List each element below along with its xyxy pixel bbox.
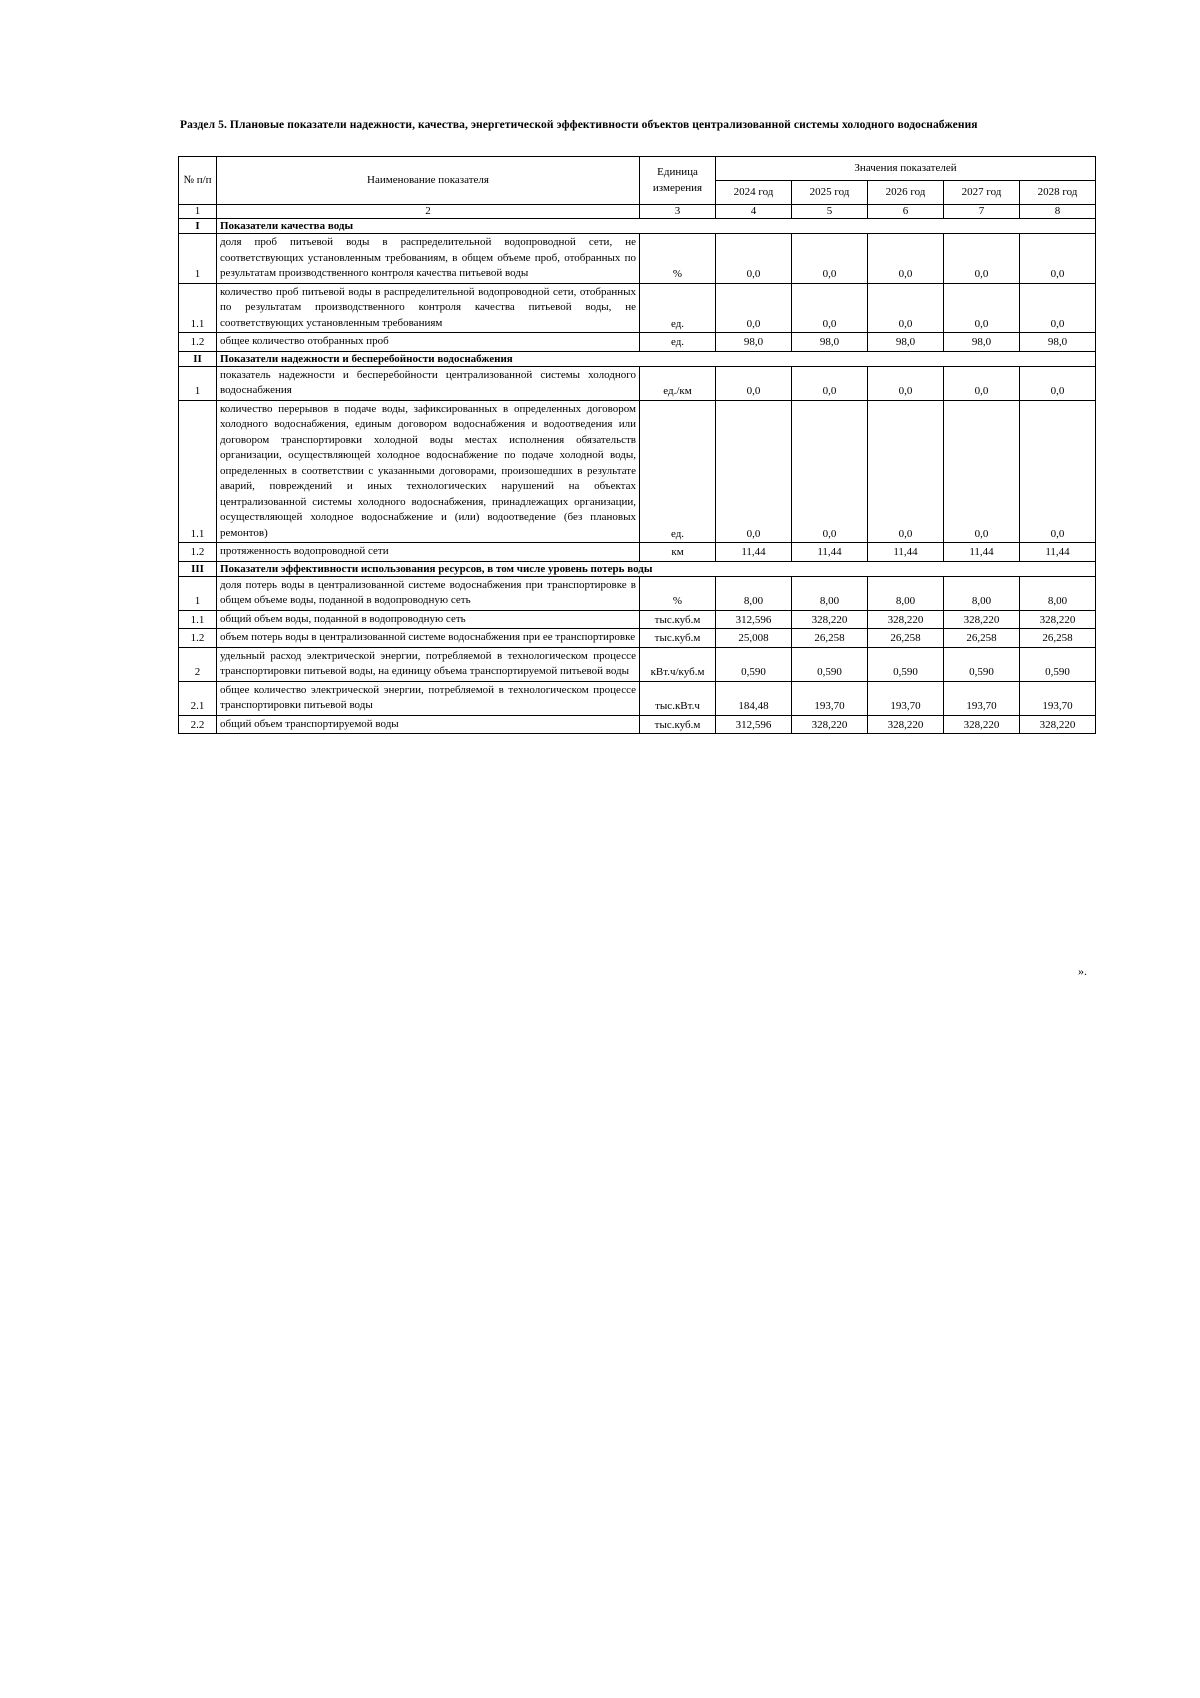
row-number: 1 [179,576,217,610]
value-cell: 312,596 [716,715,792,734]
value-cell: 184,48 [716,681,792,715]
value-cell: 193,70 [944,681,1020,715]
row-number: 2.2 [179,715,217,734]
value-cell: 0,0 [792,366,868,400]
value-cell: 8,00 [792,576,868,610]
column-number: 4 [716,205,792,219]
table-row [179,283,1096,333]
table-body [179,219,1096,734]
section-title: Показатели эффективности использования ресурсов, в том числе уровень потерь воды [217,561,1096,576]
row-number: 1.1 [179,283,217,333]
indicator-name: общий объем транспортируемой воды [217,715,640,734]
section-number: II [179,351,217,366]
value-cell: 11,44 [868,543,944,562]
header-no: № п/п [179,157,217,205]
table-row [179,715,1096,734]
value-cell: 0,590 [944,647,1020,681]
value-cell: 328,220 [944,715,1020,734]
value-cell: 26,258 [944,629,1020,648]
value-cell: 0,0 [944,400,1020,543]
value-cell: 328,220 [1020,610,1096,629]
value-cell: 328,220 [1020,715,1096,734]
header-year: 2028 год [1020,181,1096,205]
value-cell: 0,590 [716,647,792,681]
value-cell: 193,70 [868,681,944,715]
table-row [179,333,1096,352]
header-unit: Единица измерения [640,157,716,205]
column-number: 3 [640,205,716,219]
row-number: 2 [179,647,217,681]
value-cell: 98,0 [792,333,868,352]
section-heading: Раздел 5. Плановые показатели надежности, качества, энергетической эффективности объектов централизованной системы холодного водоснабжения [180,119,978,131]
value-cell: 0,0 [944,366,1020,400]
value-cell: 0,0 [1020,366,1096,400]
unit-cell: кВт.ч/куб.м [640,647,716,681]
value-cell: 328,220 [792,715,868,734]
value-cell: 328,220 [792,610,868,629]
indicator-name: удельный расход электрической энергии, потребляемой в технологическом процессе транспортировки питьевой воды, на единицу объема транспортируемой питьевой воды [217,647,640,681]
row-number: 1.2 [179,333,217,352]
indicator-name: общее количество отобранных проб [217,333,640,352]
row-number: 1.1 [179,400,217,543]
table-row [179,543,1096,562]
row-number: 1 [179,366,217,400]
value-cell: 11,44 [716,543,792,562]
value-cell: 98,0 [944,333,1020,352]
indicator-name: протяженность водопроводной сети [217,543,640,562]
header-year: 2027 год [944,181,1020,205]
row-number: 1.2 [179,543,217,562]
value-cell: 8,00 [944,576,1020,610]
value-cell: 26,258 [792,629,868,648]
section-row [179,561,1096,576]
section-row [179,219,1096,234]
value-cell: 193,70 [792,681,868,715]
value-cell: 11,44 [944,543,1020,562]
table-row [179,400,1096,543]
table-row [179,610,1096,629]
value-cell: 0,0 [868,366,944,400]
column-number: 8 [1020,205,1096,219]
unit-cell: тыс.куб.м [640,715,716,734]
unit-cell: ед. [640,333,716,352]
unit-cell: % [640,234,716,284]
column-number: 7 [944,205,1020,219]
value-cell: 328,220 [868,715,944,734]
value-cell: 0,590 [792,647,868,681]
unit-cell: тыс.куб.м [640,629,716,648]
table-header [179,157,1096,219]
value-cell: 8,00 [1020,576,1096,610]
row-number: 1.2 [179,629,217,648]
unit-cell: ед./км [640,366,716,400]
value-cell: 0,0 [792,400,868,543]
value-cell: 0,0 [716,234,792,284]
value-cell: 312,596 [716,610,792,629]
indicators-table [178,156,1096,734]
column-number-row [179,205,1096,219]
value-cell: 0,0 [868,283,944,333]
value-cell: 11,44 [792,543,868,562]
header-values-group: Значения показателей [716,157,1096,181]
table-row [179,366,1096,400]
closing-quote-mark: ». [1078,964,1087,978]
row-number: 1 [179,234,217,284]
indicator-name: общее количество электрической энергии, потребляемой в технологическом процессе транспортировки питьевой воды [217,681,640,715]
indicator-name: доля потерь воды в централизованной системе водоснабжения при транспортировке в общем объеме воды, поданной в водопроводную сеть [217,576,640,610]
indicator-name: количество проб питьевой воды в распределительной водопроводной сети, отобранных по результатам производственного контроля качества питьевой воды, не соответствующих установленным требованиям [217,283,640,333]
section-title: Показатели качества воды [217,219,1096,234]
row-number: 1.1 [179,610,217,629]
table-row [179,681,1096,715]
value-cell: 0,0 [716,400,792,543]
value-cell: 98,0 [868,333,944,352]
value-cell: 0,0 [1020,400,1096,543]
value-cell: 0,0 [792,283,868,333]
value-cell: 193,70 [1020,681,1096,715]
header-year: 2024 год [716,181,792,205]
table-row [179,629,1096,648]
header-year: 2025 год [792,181,868,205]
value-cell: 8,00 [716,576,792,610]
value-cell: 26,258 [1020,629,1096,648]
value-cell: 0,0 [716,283,792,333]
unit-cell: тыс.куб.м [640,610,716,629]
value-cell: 8,00 [868,576,944,610]
unit-cell: ед. [640,283,716,333]
value-cell: 0,0 [792,234,868,284]
value-cell: 0,0 [944,283,1020,333]
value-cell: 0,0 [868,400,944,543]
value-cell: 0,590 [1020,647,1096,681]
header-name: Наименование показателя [217,157,640,205]
indicator-name: объем потерь воды в централизованной системе водоснабжения при ее транспортировке [217,629,640,648]
section-title: Показатели надежности и бесперебойности водоснабжения [217,351,1096,366]
value-cell: 0,0 [868,234,944,284]
column-number: 2 [217,205,640,219]
unit-cell: тыс.кВт.ч [640,681,716,715]
column-number: 1 [179,205,217,219]
value-cell: 26,258 [868,629,944,648]
value-cell: 0,0 [1020,283,1096,333]
section-row [179,351,1096,366]
column-number: 6 [868,205,944,219]
value-cell: 0,0 [944,234,1020,284]
value-cell: 0,0 [716,366,792,400]
table-row [179,234,1096,284]
section-number: I [179,219,217,234]
section-number: III [179,561,217,576]
indicator-name: показатель надежности и бесперебойности централизованной системы холодного водоснабжения [217,366,640,400]
unit-cell: % [640,576,716,610]
value-cell: 25,008 [716,629,792,648]
header-year: 2026 год [868,181,944,205]
value-cell: 11,44 [1020,543,1096,562]
unit-cell: км [640,543,716,562]
value-cell: 0,0 [1020,234,1096,284]
value-cell: 98,0 [716,333,792,352]
indicator-name: общий объем воды, поданной в водопроводную сеть [217,610,640,629]
table-row [179,647,1096,681]
indicator-name: доля проб питьевой воды в распределительной водопроводной сети, не соответствующих установленным требованиям, в общем объеме проб, отобранных по результатам производственного контроля качества питьевой воды [217,234,640,284]
table-row [179,576,1096,610]
indicator-name: количество перерывов в подаче воды, зафиксированных в определенных договором холодного водоснабжения, единым договором водоснабжения и водоотведения или договором транспортировки холодной воды местах исполнения обязательств организации, осуществляющей холодное водоснабжение по подаче холодной воды, определенных в соответствии с указанными договорами, произошедших в результате аварий, повреждений и иных технологических нарушений на объектах централизованной системы холодного водоснабжения, принадлежащих организации, осуществляющей холодное водоснабжение и (или) водоотведение (без плановых ремонтов) [217,400,640,543]
value-cell: 328,220 [944,610,1020,629]
value-cell: 98,0 [1020,333,1096,352]
unit-cell: ед. [640,400,716,543]
column-number: 5 [792,205,868,219]
row-number: 2.1 [179,681,217,715]
value-cell: 0,590 [868,647,944,681]
value-cell: 328,220 [868,610,944,629]
